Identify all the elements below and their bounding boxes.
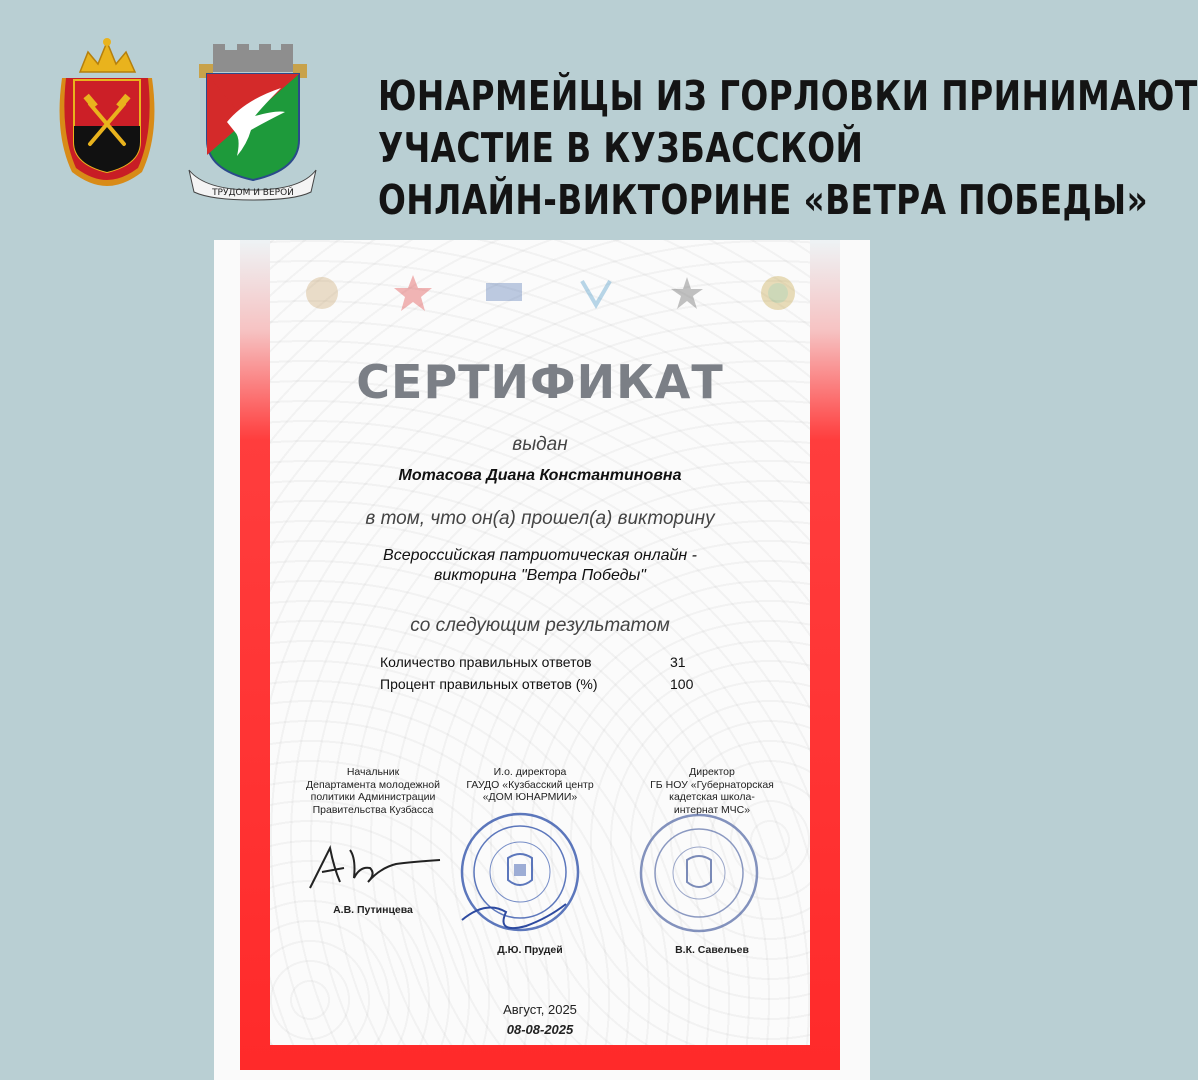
signatory-1-name: А.В. Путинцева [333, 904, 413, 916]
kuzbass-coat-of-arms-icon [50, 34, 165, 192]
quiz-name-line-1: Всероссийская патриотическая онлайн - [383, 547, 697, 564]
signatory-title-line: Департамента молодежной [306, 778, 440, 791]
signatory-title-line: Правительства Кузбасса [312, 803, 434, 816]
headline-line-1: ЮНАРМЕЙЦЫ ИЗ ГОРЛОВКИ ПРИНИМАЮТ [378, 72, 1198, 120]
partner-logos-row [300, 265, 800, 320]
quiz-name [330, 546, 750, 586]
headline-line-3: ОНЛАЙН-ВИКТОРИНЕ «ВЕТРА ПОБЕДЫ» [378, 176, 1149, 224]
emblem-motto: ТРУДОМ И ВЕРОЙ [212, 188, 294, 198]
certificate-date-numeric: 08-08-2025 [506, 1022, 574, 1037]
gorlovka-coat-of-arms-icon [185, 40, 320, 200]
partner-logo-icon [574, 271, 618, 315]
signature-putintseva-icon [300, 838, 450, 898]
signatory-title-line: Начальник [346, 766, 400, 778]
result-label-percent: Процент правильных ответов (%) [380, 676, 598, 692]
headline-line-2: УЧАСТИЕ В КУЗБАССКОЙ [378, 124, 864, 172]
certificate-date-text: Август, 2025 [503, 1002, 577, 1017]
kpp-logo-icon [482, 271, 526, 315]
signatory-3-name: В.К. Савельев [675, 944, 749, 956]
stamp-dom-yunarmii-icon [456, 808, 584, 938]
result-row [380, 654, 720, 676]
result-label: со следующим результатом [410, 615, 670, 636]
signatory-title-line: ГАУДО «Кузбасский центр [466, 778, 594, 791]
signatory-2-title [450, 766, 610, 804]
signatory-title-line: Директор [689, 766, 735, 778]
passed-label: в том, что он(а) прошел(а) викторину [365, 508, 715, 529]
yunarmia-star-icon [391, 271, 435, 315]
result-value-correct: 31 [670, 654, 686, 670]
quiz-name-line-2: викторина "Ветра Победы" [434, 567, 646, 584]
certificate-title: СЕРТИФИКАТ [356, 355, 724, 409]
cadet-school-logo-icon [756, 271, 800, 315]
issued-label: выдан [512, 434, 568, 455]
signatory-2-name: Д.Ю. Прудей [497, 944, 563, 956]
result-label-correct: Количество правильных ответов [380, 654, 592, 670]
signatory-3-title [632, 766, 792, 816]
signatory-title-line: политики Администрации [310, 791, 436, 803]
stamp-cadet-school-icon [636, 810, 762, 936]
result-value-percent: 100 [670, 676, 694, 692]
signatory-title-line: интернат МЧС» [673, 803, 751, 816]
signatory-title-line: кадетская школа- [669, 791, 755, 803]
headline [378, 70, 1198, 226]
signatory-title-line: И.о. директора [493, 766, 567, 778]
recipient-name: Мотасова Диана Константиновна [398, 467, 682, 484]
signatory-1-title [293, 766, 453, 816]
dom-yunarmii-logo-icon [665, 271, 709, 315]
signatory-title-line: «ДОМ ЮНАРМИИ» [482, 791, 578, 803]
results-table [380, 654, 720, 698]
result-row [380, 676, 720, 698]
signatory-title-line: ГБ НОУ «Губернаторская [650, 778, 774, 791]
partner-logo-icon [300, 271, 344, 315]
